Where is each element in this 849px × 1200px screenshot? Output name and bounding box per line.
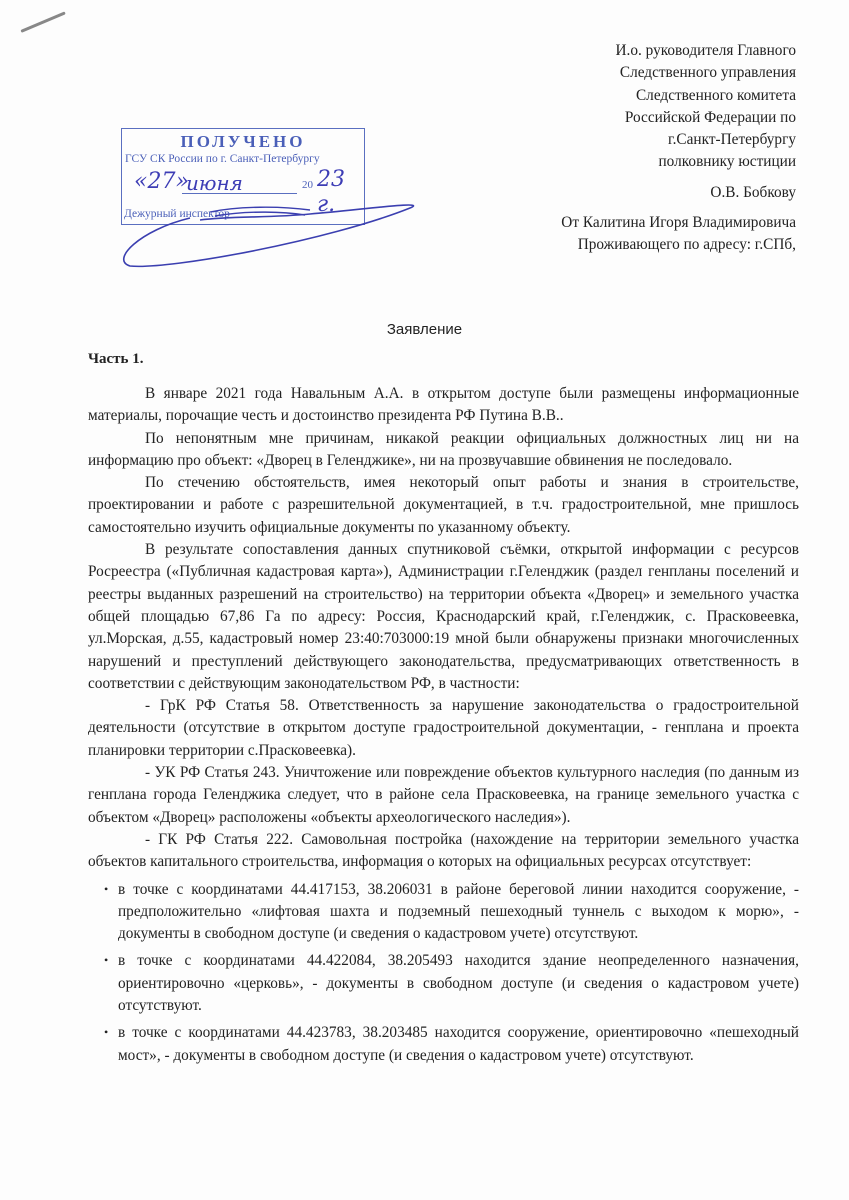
paragraph: По непонятным мне причинам, никакой реакции официальных должностных лиц ни на информацию про объект: «Дворец в Геленджике», ни на прозвучавшие обвинения не последовало. [88, 429, 799, 469]
addressee-line: Следственного управления [619, 64, 796, 82]
document-body [88, 383, 799, 1067]
addressee-name: О.В. Бобкову [710, 183, 796, 201]
list-item [88, 949, 799, 1017]
stamp-day: «27» [134, 169, 189, 194]
paragraph: По стечению обстоятельств, имея некоторый опыт работы и знания в строительстве, проектировании и работе с разрешительной документацией, в т.ч. градостроительной, мне пришлось самостоятельно изучить официальные документы по указанному объекту. [88, 474, 799, 536]
sender-address: Проживающего по адресу: г.СПб, [577, 236, 796, 254]
list-item-text: в точке с координатами 44.417153, 38.206031 в районе береговой линии находится сооружение, - предположительно «лифтовая шахта и подземный пешеходный туннель с выходом к морю», - документы в свободном доступе (и сведения о кадастровом учете) отсутствуют. [118, 880, 799, 943]
paragraph: - ГК РФ Статья 222. Самовольная постройка (нахождение на территории земельного участка объектов капитального строительства, информация о которых на официальных ресурсах отсутствует: [88, 830, 799, 871]
bullet-icon: • [104, 1025, 109, 1040]
addressee-line: Российской Федерации по [624, 108, 796, 126]
paragraph: В январе 2021 года Навальным А.А. в открытом доступе были размещены информационные материалы, порочащие честь и достоинство президента РФ Путина В.В.. [88, 385, 799, 425]
signature-icon [110, 200, 430, 270]
list-item-text: в точке с координатами 44.423783, 38.203485 находится сооружение, ориентировочно «пешеходный мост», - документы в свободном доступе (и сведения о кадастровом учете) отсутствуют. [118, 1024, 799, 1064]
bullet-icon: • [104, 953, 109, 968]
addressee-line: полковнику юстиции [658, 153, 796, 171]
stamp-title: ПОЛУЧЕНО [180, 132, 306, 151]
stamp-organization: ГСУ СК России по г. Санкт-Петербургу [125, 153, 320, 165]
paragraph: - ГрК РФ Статья 58. Ответственность за нарушение законодательства о градостроительной деятельности (отсутствие в открытом доступе градостроительной документации, - генплана и проекта планировки территории с.Прасковеевка). [88, 697, 799, 759]
stamp-date-line [182, 193, 297, 194]
addressee-line: И.о. руководителя Главного [615, 42, 796, 59]
list-item [88, 878, 799, 946]
staple-mark [20, 11, 65, 33]
sender-line: От Калитина Игоря Владимировича [561, 214, 796, 232]
paragraph: - УК РФ Статья 243. Уничтожение или повреждение объектов культурного наследия (по данным из генплана города Геленджика следует, что в районе села Прасковеевка, на границе земельного участка с объектом «Дворец» расположены «объекты археологического наследия»). [88, 764, 799, 826]
list-item-text: в точке с координатами 44.422084, 38.205493 находится здание неопределенного назначения, ориентировочно «церковь», - документы в свободном доступе (и сведения о кадастровом учете) отсутствуют. [118, 952, 799, 1015]
addressee-block [561, 40, 796, 257]
addressee-line: г.Санкт-Петербургу [668, 131, 796, 149]
stamp-inspector-label: Дежурный инспектор [124, 208, 230, 220]
paragraph: В результате сопоставления данных спутниковой съёмки, открытой информации с ресурсов Росреестра («Публичная кадастровая карта»), Администрации г.Геленджик (раздел генпланы поселений и реестры выданных разрешений на строительство) на территории объекта «Дворец» и земельного участка общей площадью 67,86 Га по адресу: Россия, Краснодарский край, г.Геленджик, с. Прасковеевка, ул.Морская, д.55, кадастровый номер 23:40:703000:19 мной были обнаружены признаки многочисленных нарушений и преступлений действующего законодательства, предусматривающих ответственность в соответствии с действующим законодательством РФ, в частности: [88, 541, 799, 692]
part-heading: Часть 1. [88, 351, 144, 367]
stamp-year-prefix: 20 [302, 179, 313, 191]
addressee-line: Следственного комитета [635, 86, 796, 104]
bullet-icon: • [104, 881, 109, 896]
stamp-month: июня [186, 171, 243, 195]
stamp-year: 23 г. [317, 167, 345, 217]
document-title: Заявление [386, 321, 463, 338]
list-item [88, 1021, 799, 1067]
